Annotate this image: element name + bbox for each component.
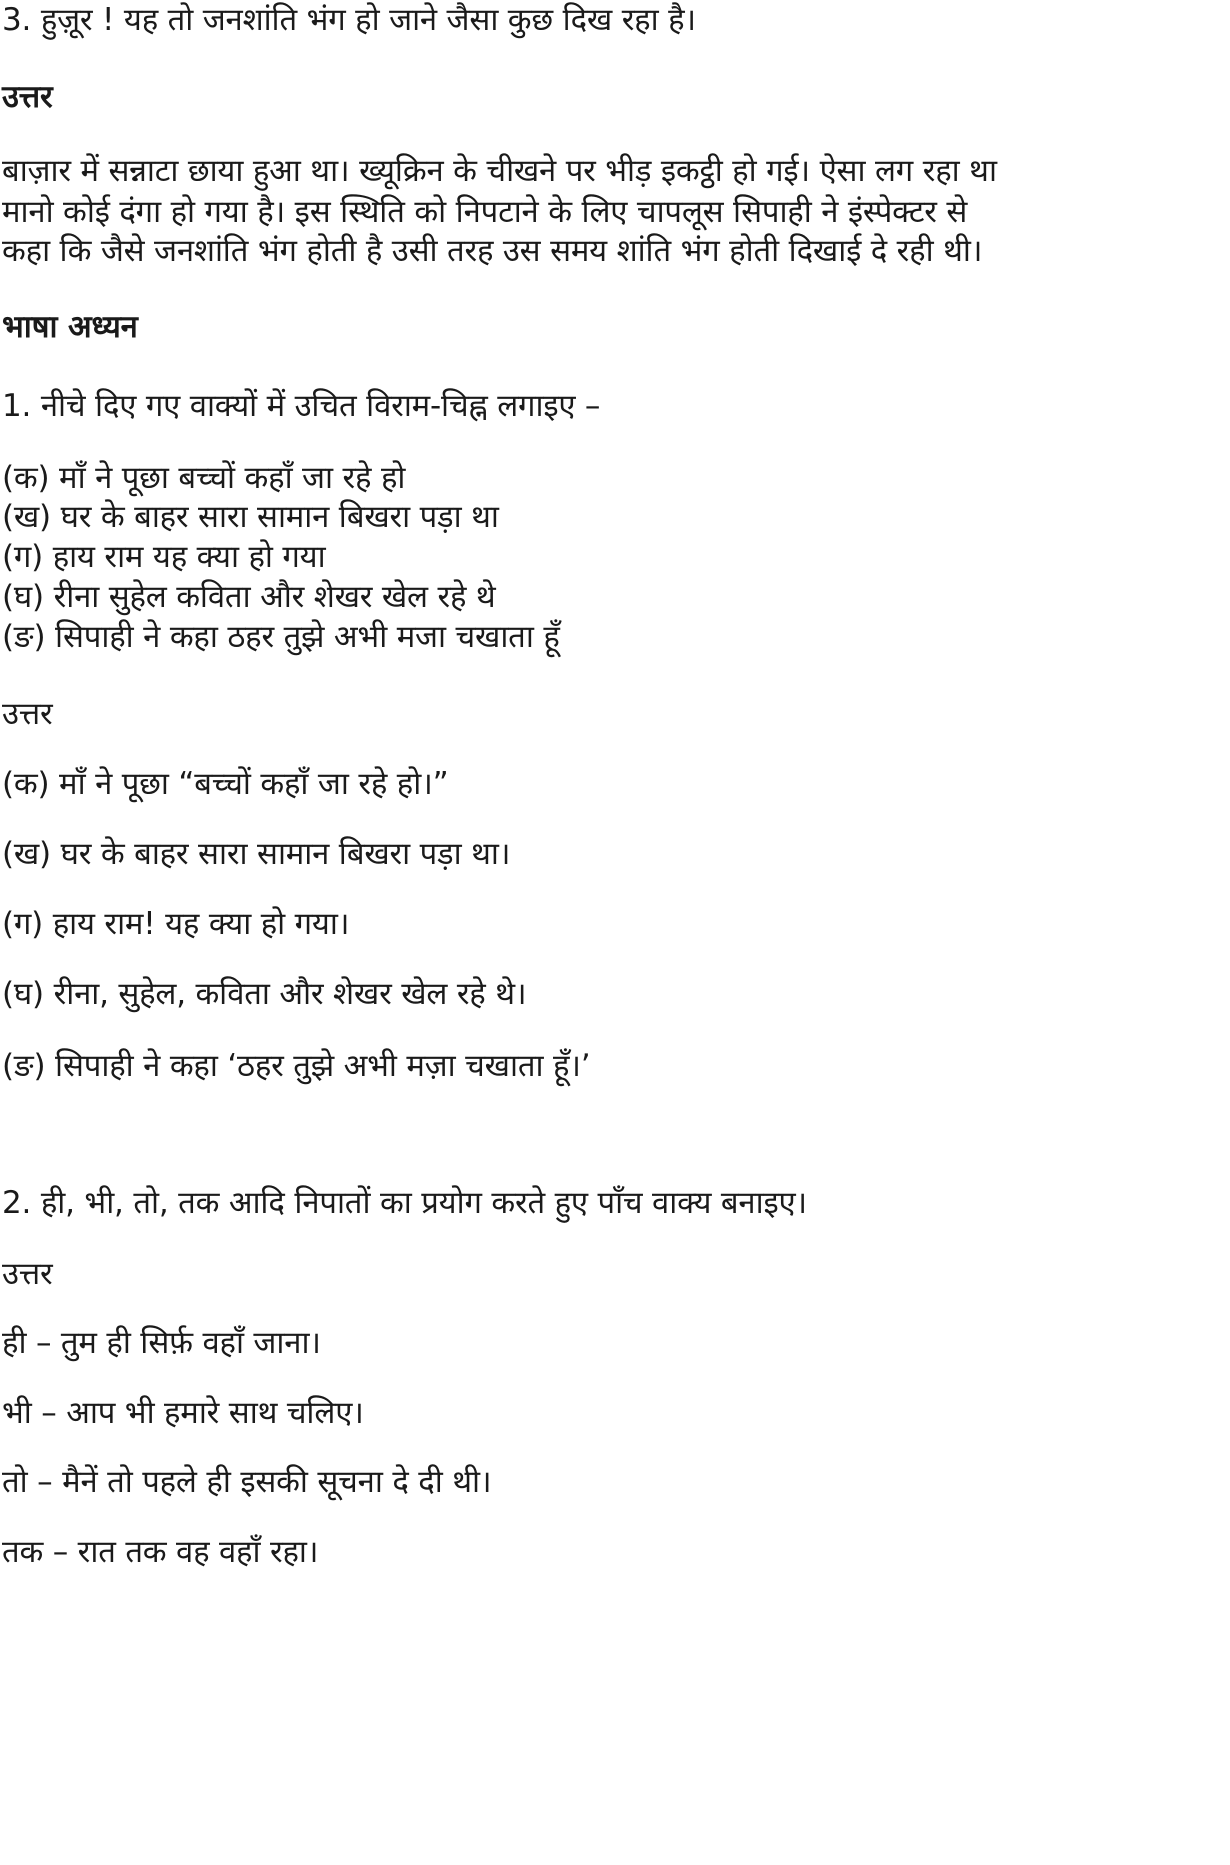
exercise-1-item: (ङ) सिपाही ने कहा ठहर तुझे अभी मजा चखाता हूँ xyxy=(2,619,560,655)
exercise-2-answer: तक – रात तक वह वहाँ रहा। xyxy=(2,1534,319,1570)
answer-line: बाज़ार में सन्नाटा छाया हुआ था। ख्यूक्रिन के चीखने पर भीड़ इकट्ठी हो गई। ऐसा लग रहा था xyxy=(2,153,997,189)
exercise-1-item: (ख) घर के बाहर सारा सामान बिखरा पड़ा था xyxy=(2,499,499,535)
section-title: भाषा अध्यन xyxy=(2,309,138,345)
answer-heading-ex2: उत्तर xyxy=(2,1256,53,1292)
question-3: 3. हुज़ूर ! यह तो जनशांति भंग हो जाने जैसा कुछ दिख रहा है। xyxy=(2,2,696,38)
answer-heading-ex1: उत्तर xyxy=(2,696,53,732)
exercise-1-question: 1. नीचे दिए गए वाक्यों में उचित विराम-चिह्न लगाइए – xyxy=(2,388,601,424)
exercise-2-answer: ही – तुम ही सिर्फ़ वहाँ जाना। xyxy=(2,1325,321,1361)
answer-line: मानो कोई दंगा हो गया है। इस स्थिति को निपटाने के लिए चापलूस सिपाही ने इंस्पेक्टर से xyxy=(2,194,968,230)
exercise-1-item: (ग) हाय राम यह क्या हो गया xyxy=(2,539,326,575)
exercise-1-answer: (ख) घर के बाहर सारा सामान बिखरा पड़ा था। xyxy=(2,836,511,872)
exercise-2-question: 2. ही, भी, तो, तक आदि निपातों का प्रयोग करते हुए पाँच वाक्य बनाइए। xyxy=(2,1185,807,1221)
exercise-1-answer: (ग) हाय राम! यह क्या हो गया। xyxy=(2,906,350,942)
answer-line: कहा कि जैसे जनशांति भंग होती है उसी तरह उस समय शांति भंग होती दिखाई दे रही थी। xyxy=(2,233,983,269)
exercise-1-item: (घ) रीना सुहेल कविता और शेखर खेल रहे थे xyxy=(2,579,496,615)
exercise-2-answer: भी – आप भी हमारे साथ चलिए। xyxy=(2,1395,364,1431)
answer-heading-q3: उत्तर xyxy=(2,79,53,115)
exercise-1-item: (क) माँ ने पूछा बच्चों कहाँ जा रहे हो xyxy=(2,460,406,496)
exercise-1-answer: (ङ) सिपाही ने कहा ‘ठहर तुझे अभी मज़ा चखाता हूँ।’ xyxy=(2,1048,591,1084)
exercise-2-answer: तो – मैनें तो पहले ही इसकी सूचना दे दी थी। xyxy=(2,1464,492,1500)
exercise-1-answer: (घ) रीना, सुहेल, कविता और शेखर खेल रहे थे। xyxy=(2,976,527,1012)
exercise-1-answer: (क) माँ ने पूछा “बच्चों कहाँ जा रहे हो।” xyxy=(2,766,449,802)
